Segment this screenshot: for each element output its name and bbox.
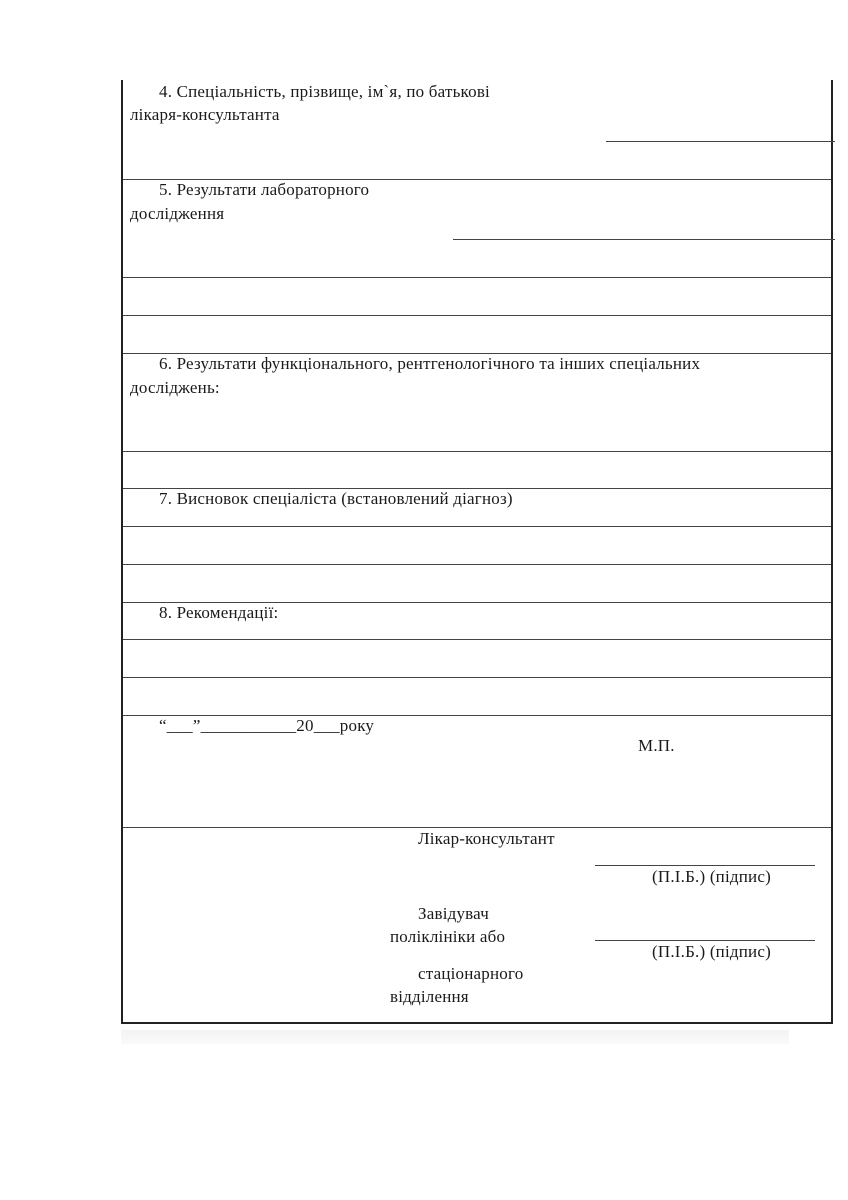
head-label-line4: відділення — [390, 987, 469, 1006]
stamp-mark: М.П. — [638, 736, 675, 755]
head-label-line2: поліклініки або — [390, 927, 506, 946]
consultant-label: Лікар-консультант — [418, 829, 555, 848]
row-divider — [123, 315, 831, 316]
consultation-form — [121, 80, 833, 1024]
section-6-title-cont: досліджень: — [130, 378, 220, 397]
section-4-title-cont: лікаря-консультанта — [130, 105, 280, 124]
row-divider — [123, 277, 831, 278]
row-divider — [123, 451, 831, 452]
row-divider — [123, 677, 831, 678]
row-divider — [123, 526, 831, 527]
section-4-title: 4. Спеціальність, прізвище, ім`я, по батькові — [159, 82, 490, 101]
section-5-title: 5. Результати лабораторного — [159, 180, 370, 199]
section-5-title-cont: дослідження — [130, 204, 225, 223]
section-7-title: 7. Висновок спеціаліста (встановлений діагноз) — [159, 489, 513, 508]
section-4-fill-line — [606, 141, 835, 142]
date-line: “___”___________20___року — [159, 716, 375, 735]
row-divider — [123, 639, 831, 640]
section-6-title: 6. Результати функціонального, рентгенологічного та інших спеціальних — [159, 354, 701, 373]
head-label-line3: стаціонарного — [418, 964, 524, 983]
scan-shadow — [121, 1030, 789, 1044]
head-label-line1: Завідувач — [418, 904, 489, 923]
section-5-fill-line — [453, 239, 835, 240]
row-divider — [123, 564, 831, 565]
head-caption: (П.І.Б.) (підпис) — [652, 942, 771, 961]
consultant-caption: (П.І.Б.) (підпис) — [652, 867, 771, 886]
section-8-title: 8. Рекомендації: — [159, 603, 279, 622]
